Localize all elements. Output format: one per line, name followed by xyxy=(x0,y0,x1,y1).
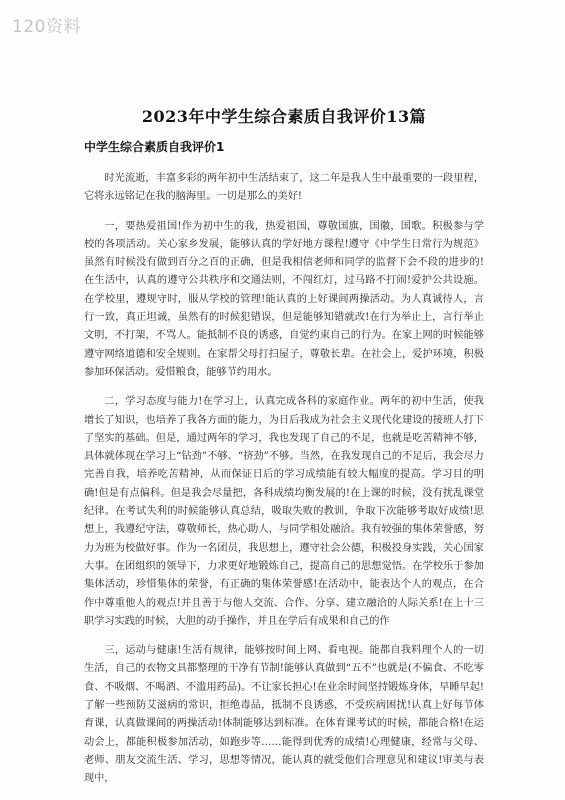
section-heading: 中学生综合素质自我评价1 xyxy=(84,140,225,154)
paragraph-health: 三，运动与健康!生活有规律，能够按时间上网、看电视。能都自我料理个人的一切生活，自己的衣物文具都整理的干净有节制!能够认真做到“五不”也就是(不偏食、不吃零食、不吸烟、不喝酒、不滥用药品)。不让家长担心!在业余时间坚持锻炼身体，早睡早起!了解一些预防艾滋病的常识，拒绝毒品，抵制不良诱惑，不受疾病困扰!认真上好每节体育课，认真做课间的两操活动!体制能够达到标准。在体育课考试的时候，都能合格!在运动会上，都能积极参加活动，如跑步等……能得到优秀的成绩!心理健康，经常与父母、老师、朋友交流生活、学习，思想等情况，能认真的就受他们合理意见和建议!审美与表现中， xyxy=(84,645,484,785)
watermark: 120资料 xyxy=(12,17,81,37)
paragraph-learning: 二，学习态度与能力!在学习上，认真完成各科的家庭作业。两年的初中生活，使我增长了知识，也培养了我各方面的能力，为日后我成为社会主义现代化建设的接班人打下了坚实的基础。但是，通过两年的学习，我也发现了自己的不足，也就是吃苦精神不够，具体就体现在学习上“钻劲”不够、“挤劲”不够。当然，在我发现自己的不足后，我会尽力完善自我，培养吃苦精神，从而保证日后的学习成绩能有较大幅度的提高。学习目的明确!但是有点偏科。但是我会尽量把，各科成绩均衡发展的!在上课的时候，没有扰乱课堂纪律。在考试失利的时候能够认真总结，吸取失败的教训，争取下次能够考取好成绩!思想上，我遵纪守法，尊敬师长，热心助人，与同学相处融洽。我有较强的集体荣誉感，努力为班为校做好事。作为一名团员，我思想上，遵守社会公德，积极投身实践，关心国家大事。在团组织的领导下，力求更好地锻炼自己，提高自己的思想觉悟。在学校乐于参加集体活动，珍惜集体的荣誉，有正确的集体荣誉感!在活动中，能表达个人的观点，在合作中尊重他人的观点!并且善于与他人交流、合作、分享、建立融洽的人际关系!在上十三职学习实践的时候，大胆的动手操作，并且在学后有成果和自己的作 xyxy=(84,396,484,627)
document-title: 2023年中学生综合素质自我评价13篇 xyxy=(141,107,427,126)
paragraph-patriotism: 一，要热爱祖国!作为初中生的我，热爱祖国，尊敬国旗，国徽，国歌。积极参与学校的各项活动。关心家乡发展，能够认真的学好地方课程!遵守《中学生日常行为规范》虽然有时候没有做到百分之百的正确，但是我相信老师和同学的监督下会不段的进步的!在生活中，认真的遵守公共秩序和交通法则，不闯红灯，过马路不打闹!爱护公共设施。在学校里，遵规守时，服从学校的管理!能认真的上好课间两操活动。为人真诚待人，言行一致，真正坦诚，虽然有的时候犯错误，但是能够知错就改!在行为举止上，言行举止文明，不打架，不骂人。能抵制不良的诱惑，自觉约束自己的行为。在家上网的时候能够遵守网络道德和安全规则。在家帮父母打扫屋子，尊敬长辈。在社会上，爱护环境，积极参加环保活动。爱惜粮食，能够节约用水。 xyxy=(84,220,484,378)
paragraph-intro: 时光流逝，丰富多彩的两年初中生活结束了，这二年是我人生中最重要的一段里程，它将永远铭记在我的脑海里。一切是那么的美好! xyxy=(84,173,484,203)
document-body xyxy=(84,170,484,800)
